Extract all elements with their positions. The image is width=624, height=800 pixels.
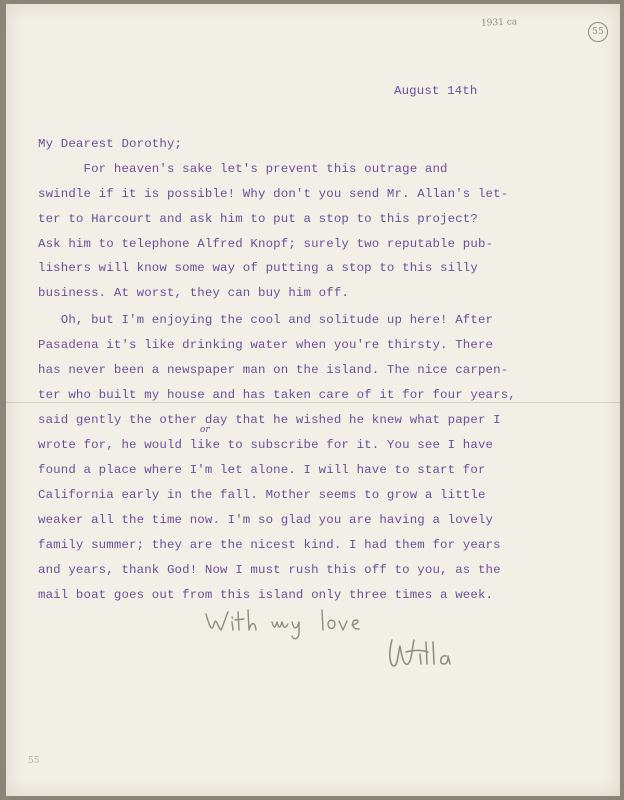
- handwritten-signature: [384, 632, 474, 676]
- body-line: wrote for, he would like to subscribe for it. You see I have: [38, 438, 494, 452]
- body-line: ter who built my house and has taken care of it for four years,: [38, 388, 516, 402]
- body-line: swindle if it is possible! Why don't you send Mr. Allan's let-: [38, 187, 509, 201]
- letter-salutation: My Dearest Dorothy;: [38, 137, 183, 151]
- body-line: weaker all the time now. I'm so glad you are having a lovely: [38, 513, 494, 527]
- body-line: Oh, but I'm enjoying the cool and solitude up here! After: [38, 313, 494, 327]
- letter-date: August 14th: [394, 84, 478, 98]
- paper-fold-crease: [6, 402, 620, 403]
- body-line: For heaven's sake let's prevent this outrage and: [38, 162, 448, 176]
- body-line: ter to Harcourt and ask him to put a stop to this project?: [38, 212, 478, 226]
- body-line: and years, thank God! Now I must rush this off to you, as the: [38, 563, 501, 577]
- body-line: said gently the other day that he wished he knew what paper I: [38, 413, 501, 427]
- body-line: business. At worst, they can buy him off.: [38, 286, 350, 300]
- body-line: family summer; they are the nicest kind. I had them for years: [38, 538, 501, 552]
- body-line: Ask him to telephone Alfred Knopf; surely two reputable pub-: [38, 237, 494, 251]
- body-line: lishers will know some way of putting a stop to this silly: [38, 261, 478, 275]
- handwritten-closing: [202, 602, 382, 642]
- body-line: found a place where I'm let alone. I will have to start for: [38, 463, 486, 477]
- handwritten-insertion: or: [200, 425, 210, 435]
- body-line: has never been a newspaper man on the island. The nice carpen-: [38, 363, 509, 377]
- body-line: California early in the fall. Mother seems to grow a little: [38, 488, 486, 502]
- body-line: Pasadena it's like drinking water when you're thirsty. There: [38, 338, 494, 352]
- page-number: 55: [588, 22, 608, 42]
- archive-pencil-note: 1931 ca: [480, 17, 518, 29]
- body-line: mail boat goes out from this island only three times a week.: [38, 588, 494, 602]
- faint-corner-mark: 55: [28, 756, 40, 766]
- letter-page: [6, 4, 620, 796]
